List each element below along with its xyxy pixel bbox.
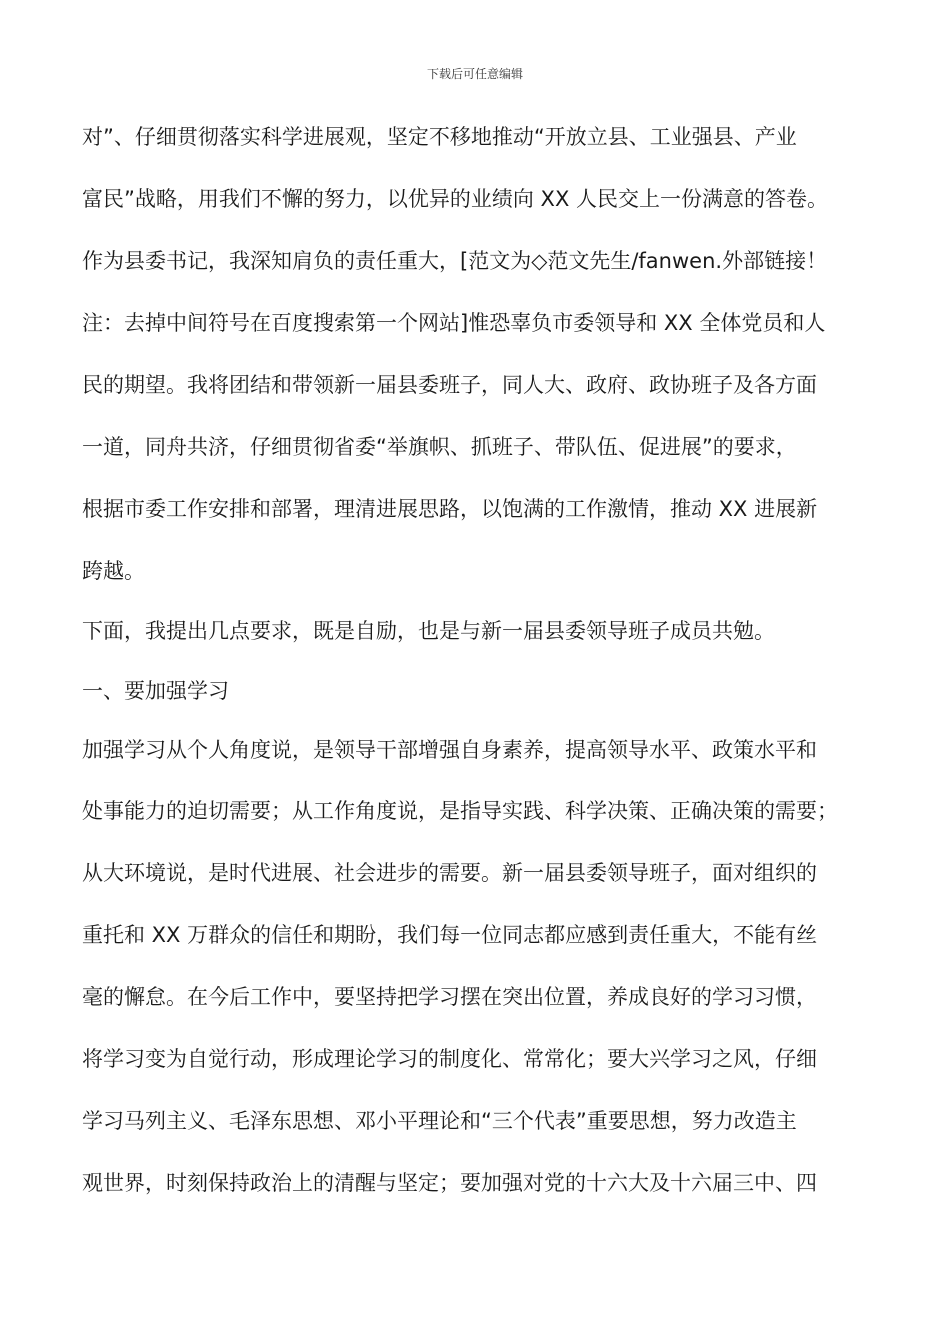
paragraph-line: 根据市委工作安排和部署，理清进展思路，以饱满的工作激情，推动 XX 进展新 [82, 497, 818, 521]
paragraph-line: 对”、仔细贯彻落实科学进展观，坚定不移地推动“开放立县、工业强县、产业 [82, 125, 797, 149]
paragraph-line: 重托和 XX 万群众的信任和期盼，我们每一位同志都应感到责任重大，不能有丝 [82, 923, 818, 947]
paragraph-line: 学习马列主义、毛泽东思想、邓小平理论和“三个代表”重要思想，努力改造主 [82, 1109, 797, 1133]
paragraph-line: 下面，我提出几点要求，既是自励，也是与新一届县委领导班子成员共勉。 [82, 619, 775, 643]
paragraph-line: 富民”战略，用我们不懈的努力，以优异的业绩向 XX 人民交上一份满意的答卷。 [82, 187, 828, 211]
paragraph-line: 加强学习从个人角度说，是领导干部增强自身素养，提高领导水平、政策水平和 [82, 738, 817, 762]
paragraph-line: 观世界，时刻保持政治上的清醒与坚定；要加强对党的十六大及十六届三中、四 [82, 1171, 817, 1195]
section-heading: 一、要加强学习 [82, 679, 229, 703]
paragraph-line: 民的期望。我将团结和带领新一届县委班子，同人大、政府、政协班子及各方面 [82, 373, 817, 397]
paragraph-line: 处事能力的迫切需要；从工作角度说，是指导实践、科学决策、正确决策的需要； [82, 799, 838, 823]
paragraph-line: 跨越。 [82, 559, 145, 583]
paragraph-line: 一道，同舟共济，仔细贯彻省委“举旗帜、抓班子、带队伍、促进展”的要求， [82, 435, 797, 459]
paragraph-line: 从大环境说，是时代进展、社会进步的需要。新一届县委领导班子，面对组织的 [82, 861, 817, 885]
paragraph-line: 将学习变为自觉行动，形成理论学习的制度化、常常化；要大兴学习之风，仔细 [82, 1047, 817, 1071]
paragraph-line: 作为县委书记，我深知肩负的责任重大，[范文为◇范文先生/fanwen.外部链接！ [82, 249, 828, 273]
paragraph-line: 毫的懈怠。在今后工作中，要坚持把学习摆在突出位置，养成良好的学习习惯， [82, 985, 817, 1009]
paragraph-line: 注：去掉中间符号在百度搜索第一个网站]惟恐辜负市委领导和 XX 全体党员和人 [82, 311, 826, 335]
page-header: 下载后可任意编辑 [426, 67, 523, 81]
